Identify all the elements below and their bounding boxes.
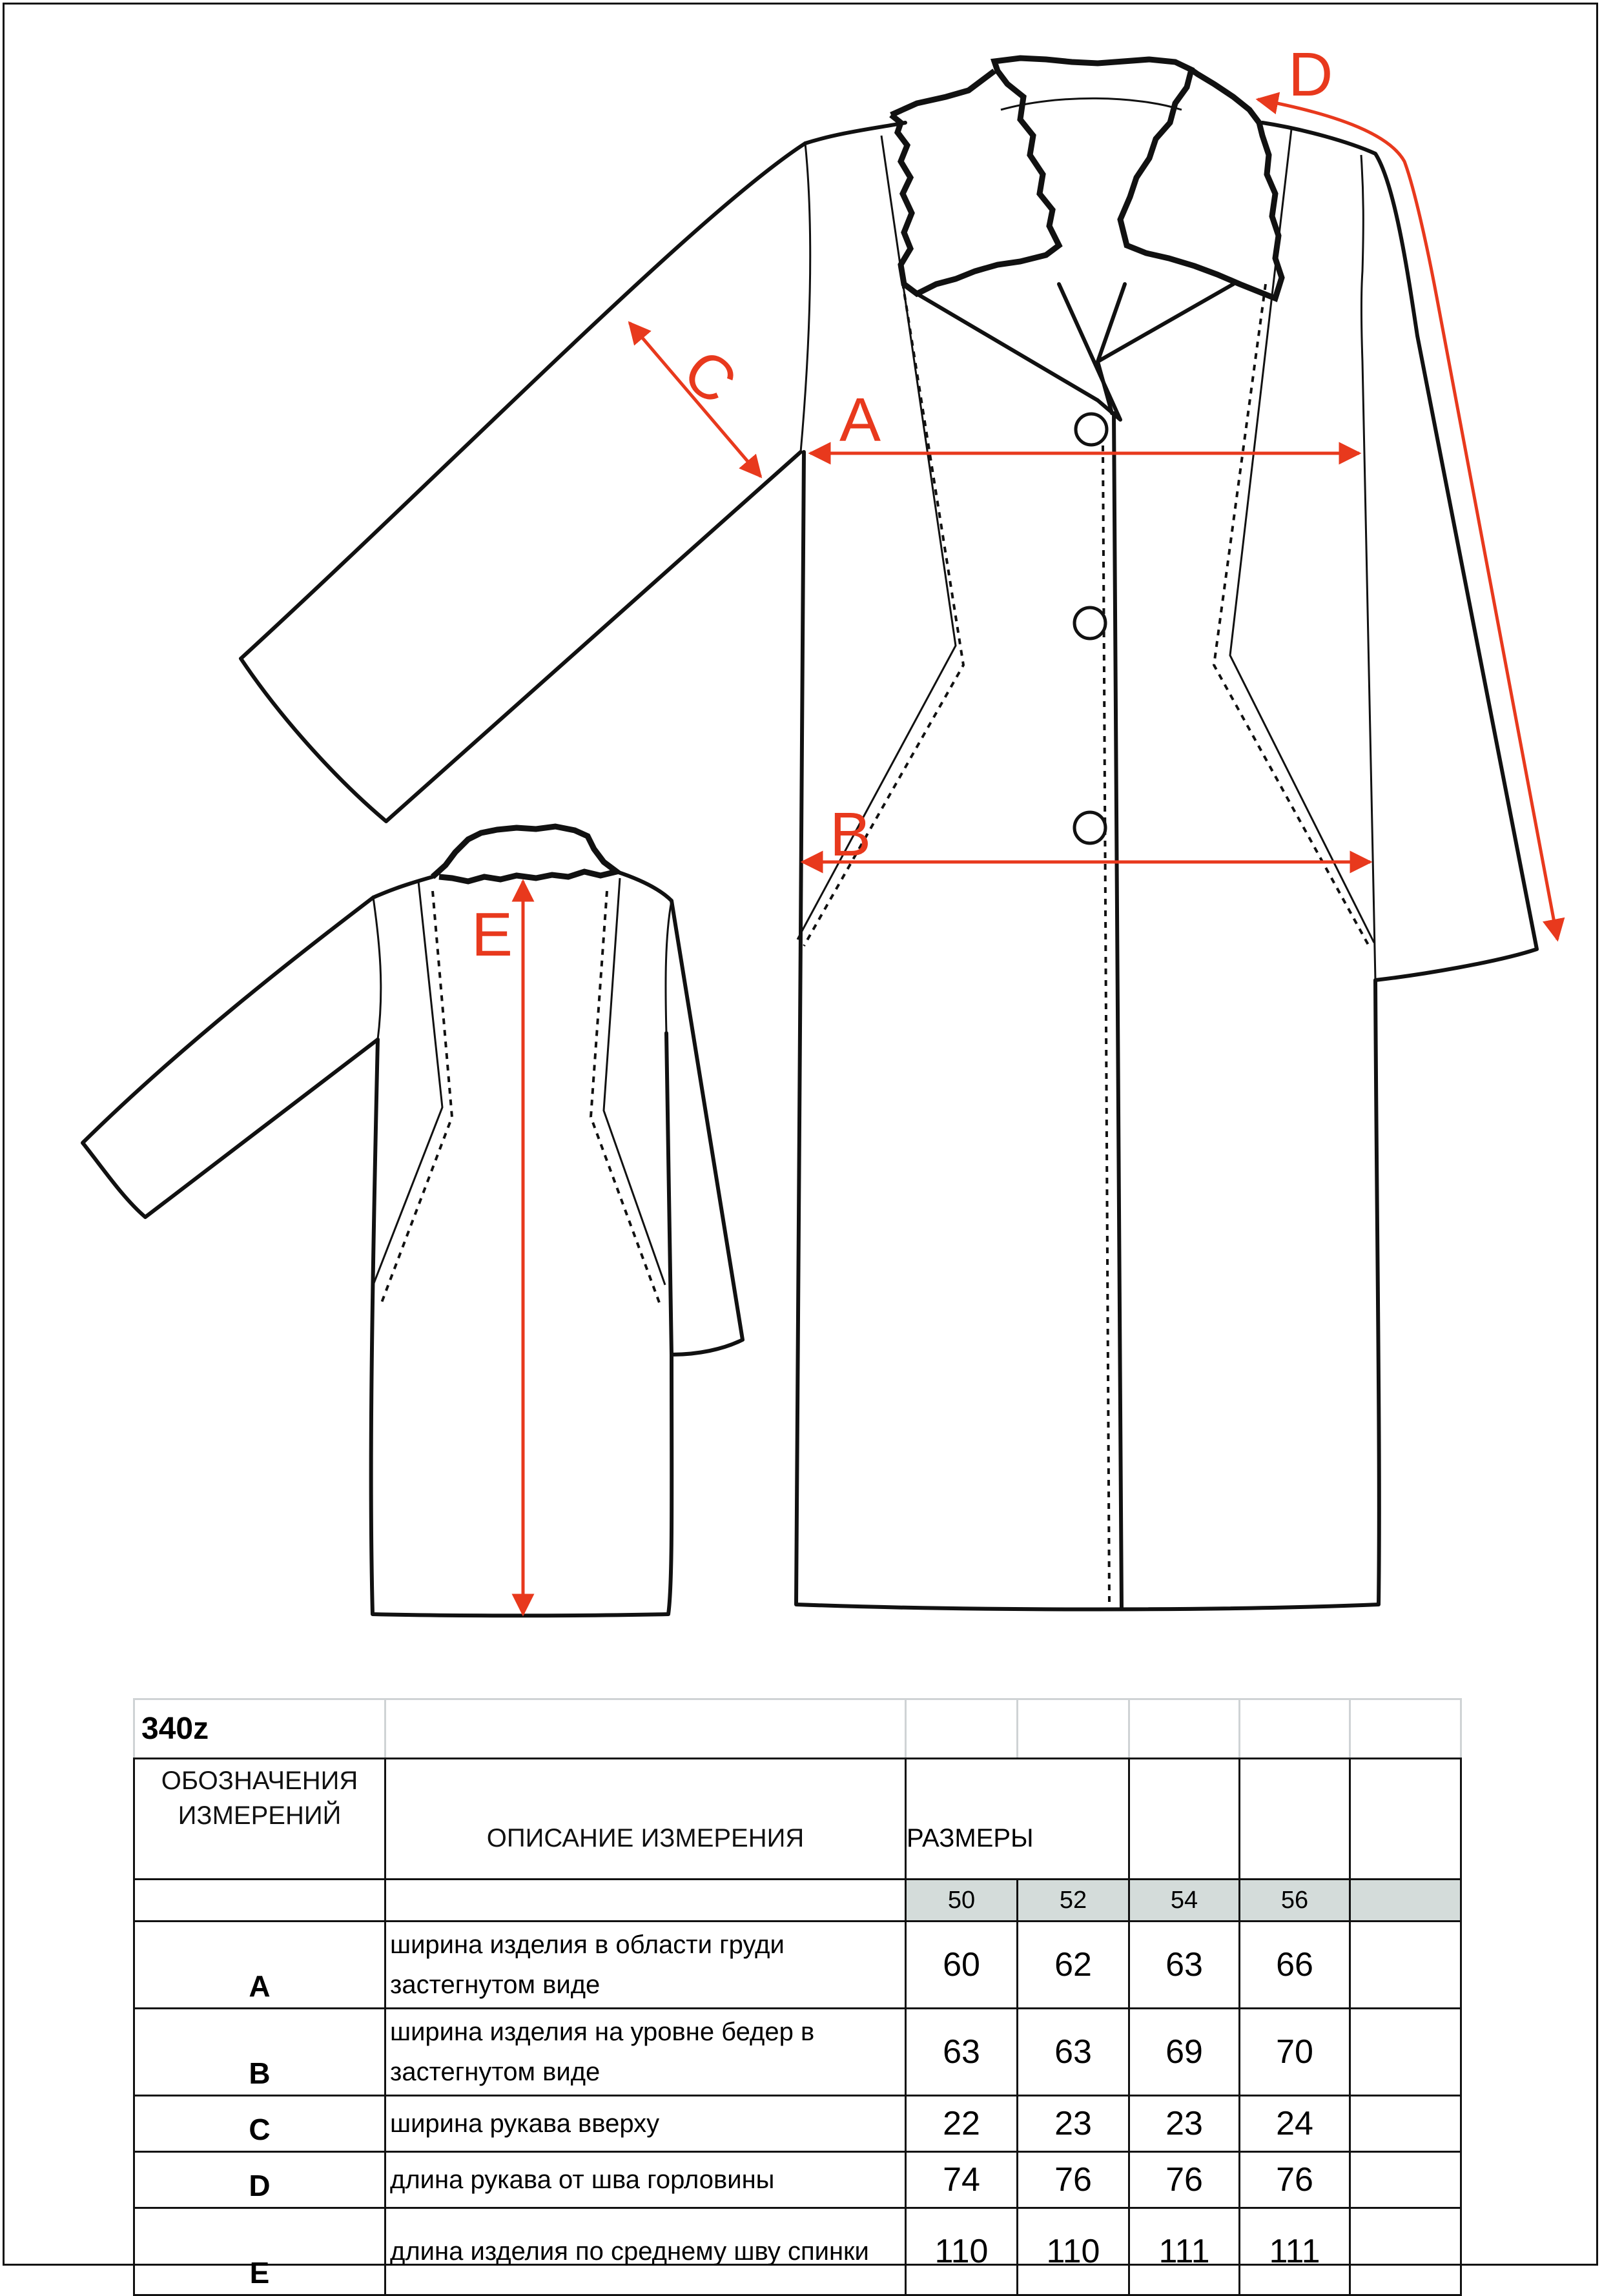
measure-value: 110 [906, 2208, 1018, 2295]
measure-c-label: C [670, 336, 750, 418]
measure-value: 69 [1129, 2009, 1240, 2096]
front-left-princess-seam [797, 136, 956, 939]
size-54: 54 [1129, 1880, 1240, 1922]
measure-value: 22 [906, 2096, 1018, 2152]
measure-value: 111 [1240, 2208, 1350, 2295]
back-right-armhole [666, 901, 672, 1033]
measure-value: 62 [1018, 1922, 1129, 2009]
table-row [134, 1922, 1461, 2009]
table-row [134, 2208, 1461, 2295]
measure-code: D [134, 2152, 385, 2208]
front-left-armhole [801, 143, 810, 452]
measure-description: длина изделия по среднему шву спинки [385, 2208, 906, 2295]
back-right-princess-seam [604, 878, 665, 1285]
front-body-outline [796, 123, 1537, 1610]
measure-description: ширина изделия в области груди застегнутом виде [385, 1922, 906, 2009]
front-button-3 [1074, 812, 1105, 843]
measure-b-label: B [830, 800, 872, 869]
table-row [134, 2096, 1461, 2152]
front-back-neckline [1001, 98, 1182, 110]
measure-d-label: D [1288, 40, 1333, 109]
measure-value: 74 [906, 2152, 1018, 2208]
measure-d-line [1258, 99, 1557, 939]
measure-value: 63 [906, 2009, 1018, 2096]
back-left-sleeve [83, 897, 378, 1217]
measure-code: C [134, 2096, 385, 2152]
front-right-princess-stitch [1214, 284, 1369, 946]
front-button-1 [1076, 414, 1107, 445]
front-placket-edge [1114, 413, 1122, 1609]
measure-description: длина рукава от шва горловины [385, 2152, 906, 2208]
front-right-sleeve-seam [1361, 155, 1375, 980]
measure-value: 76 [1018, 2152, 1129, 2208]
back-fur-collar [433, 826, 617, 881]
size-50: 50 [906, 1880, 1018, 1922]
size-52: 52 [1018, 1880, 1129, 1922]
front-left-sleeve [241, 143, 805, 821]
back-right-sleeve-seam [666, 1033, 672, 1355]
measure-value: 23 [1129, 2096, 1240, 2152]
coat-front-view [241, 58, 1537, 1610]
measure-a-label: A [839, 385, 881, 455]
measure-value: 76 [1129, 2152, 1240, 2208]
col-code-header: ОБОЗНАЧЕНИЯ ИЗМЕРЕНИЙ [134, 1759, 385, 1880]
table-header-row [134, 1759, 1461, 1880]
measure-value: 63 [1129, 1922, 1240, 2009]
front-left-princess-stitch [804, 271, 963, 946]
table-model-row [134, 1699, 1461, 1759]
measure-code: E [134, 2208, 385, 2295]
table-sizes-row [134, 1880, 1461, 1922]
measure-value: 66 [1240, 1922, 1350, 2009]
measure-description: ширина рукава вверху [385, 2096, 906, 2152]
front-lapel-right [1098, 284, 1233, 413]
front-button-2 [1074, 608, 1105, 639]
measure-value: 63 [1018, 2009, 1129, 2096]
table-row [134, 2009, 1461, 2096]
col-desc-header: ОПИСАНИЕ ИЗМЕРЕНИЯ [385, 1759, 906, 1880]
measure-value: 24 [1240, 2096, 1350, 2152]
measurement-lines [471, 40, 1557, 1614]
back-body-outline [371, 872, 743, 1615]
front-fur-collar [891, 58, 1282, 298]
measure-description: ширина изделия на уровне бедер в застегнутом виде [385, 2009, 906, 2096]
front-right-princess-seam [1230, 129, 1374, 943]
measure-code: A [134, 1922, 385, 2009]
model-number: 340z [134, 1699, 385, 1759]
size-chart-table [133, 1698, 1462, 2296]
size-56: 56 [1240, 1880, 1350, 1922]
front-lapel-left [917, 284, 1120, 420]
measure-value: 76 [1240, 2152, 1350, 2208]
back-left-princess-seam [373, 881, 442, 1285]
sizes-header: РАЗМЕРЫ [906, 1759, 1018, 1880]
measure-value: 70 [1240, 2009, 1350, 2096]
measure-value: 60 [906, 1922, 1018, 2009]
measure-value: 23 [1018, 2096, 1129, 2152]
measure-value: 110 [1018, 2208, 1129, 2295]
measure-code: B [134, 2009, 385, 2096]
measure-value: 111 [1129, 2208, 1240, 2295]
table-row [134, 2152, 1461, 2208]
coat-back-view [83, 826, 743, 1615]
back-left-armhole [373, 897, 381, 1040]
measure-e-label: E [471, 900, 513, 969]
